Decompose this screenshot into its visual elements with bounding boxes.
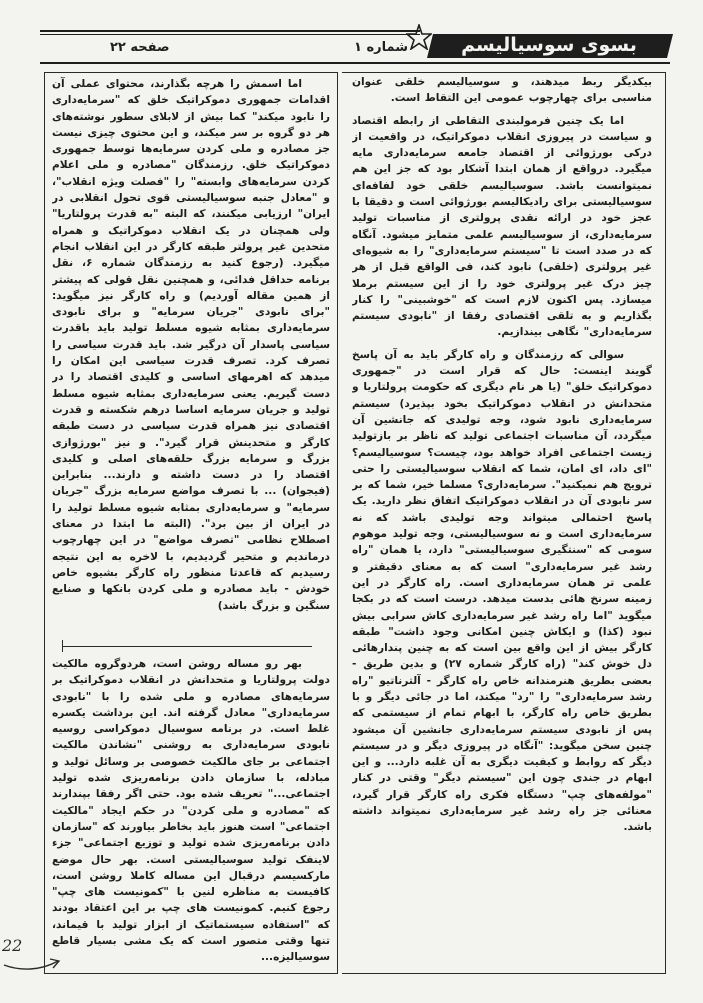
- arrow-icon: [2, 951, 62, 975]
- header-rule: [40, 30, 420, 32]
- logo-text: بسوی سوسیالیسم: [461, 34, 637, 56]
- issue-number: شماره ۱: [353, 40, 408, 55]
- paragraph: بیکدیگر ربط میدهند، و سوسیالیسم خلقی عنوان مناسبی برای چهارچوب عمومی این التقاط است.: [352, 76, 652, 105]
- page-number: صفحه ۲۲: [110, 40, 170, 55]
- handwritten-page-note: 22: [2, 936, 23, 955]
- header-bottom-rule: [40, 62, 670, 64]
- publication-logo: [415, 18, 670, 60]
- paragraph: بهر رو مساله روشن است، هردوگروه مالکیت دولت پرولتاریا و متحدانش در انقلاب دموکراتیک بر سرمایه‌های مصادره و ملی شده را با "نابودی سرمایه‌داری" معادل گرفته اند. این برداشت یکسره غلط است. در برنامه سوسیال دموکراسی روسیه نابودی سرمایه‌داری به روشنی "نشاندن مالکیت اجتماعی بر جای مالکیت خصوصی بر وسائل تولید و مبادله، با سازمان دادن برنامه‌ریزی شده تولید اجتماعی..." تعریف شده بود. حتی اگر رفقا بپندارند که "مصادره و ملی کردن" در حکم ایجاد "مالکیت اجتماعی" است هنوز باید بخاطر بیاورند که "سازمان دادن برنامه‌ریزی شده تولید و توزیع اجتماعی" جزء لاینفک تولید سوسیالیستی است. بهر حال موضع مارکسیسم درقبال این مساله کاملا روشن است، کافیست به مناظره لنین با "کمونیست های چپ" رجوع کنیم. کمونیست های چپ بر این اعتقاد بودند که "استفاده سیستماتیک از ابزار تولید با قیماند، تنها وقتی متصور است که یک مشی بسیار قاطع سوسیالیزه...: [52, 658, 330, 964]
- paragraph: اما یک چنین فرمولبندی التقاطی از رابطه اقتصاد و سیاست در پیروزی انقلاب دموکراتیک، در واقعیت از درکی بورژوائی از اقتصاد جامعه سرمایه‌داری مایه میگیرد. درواقع از همان ابتدا آشکار بود که جز این هم نمیتوانست باشد. سوسیالیسم خلقی خود لفافه‌ای سوسیالیستی برای رادیکالیسم بورژوائی است و دقیقا با عجز خود در ارائه نقدی پرولتری از مناسبات تولید سرمایه‌داری، از سوسیالیسم علمی متمایز میشود. آنگاه که در صدد است تا "سیستم سرمایه‌داری" را به شیوه‌ای غیر پرولتری (خلقی) نابود کند، فی الواقع قبل از هر چیز درک غیر پرولتری خود را از این سیستم برملا میسازد. پس اکنون لازم است که "خوشبینی" را کنار بگذاریم و به تلقی اقتصادی رفقا از "نابودی سیستم سرمایه‌داری" نگاهی بیندازیم.: [352, 114, 652, 339]
- section-divider-mark: [62, 640, 63, 652]
- paragraph: اما اسمش را هرچه بگذارند، محتوای عملی آن اقدامات جمهوری دموکراتیک خلق که "سرمایه‌داری را نابود میکند" کما بیش از لابلای سطور نوشته‌های هر دو گروه بر سر میکند، و این محتوی چیزی نیست جز مصادره و ملی کردن سرمایه‌ها توسط جمهوری دموکراتیک خلق. رزمندگان "مصادره و ملی اعلام کردن سرمایه‌های وابسته" را "فصلت ویژه انقلاب"، و "معادل جنبه سوسیالیستی قوی تحول انقلابی در ایران" ارزیابی میکنند، که البته "به قدرت پرولتاریا" ولی همچنان در یک انقلاب دموکراتیک و همراه متحدین غیر پرولتر طبقه کارگر در این انقلاب انجام میگیرد. (رجوع کنید به رزمندگان شماره ۶، نقل برنامه حداقل فدائی، و همچنین نقل قولی که پیشتر از همین مقاله آوردیم) و راه کارگر نیز میگوید: "برای نابودی "جریان سرمایه" و برای نابودی سرمایه‌داری بمثابه شیوه مسلط تولید باید باقدرت سیاسی پاسدار آن درگیر شد. باید قدرت سیاسی را تصرف کرد. تصرف قدرت سیاسی این امکان را میدهد که اهرمهای اساسی و کلیدی اقتصاد را در دست گیریم. یعنی سرمایه‌داری بمثابه شیوه مسلط تولید و جریان سرمایه اساسا درهم شکسته و قدرت اقتصادی نیز همراه قدرت سیاسی در دست طبقه کارگر و متحدینش قرار گیرد". و نیز "بورژوازی بزرگ و سرمایه بزرگ حلقه‌های اصلی و کلیدی اقتصاد را در دست داشته و دارند... بنابراین (فیجوان) ... با تصرف مواضع سرمایه بزرگ "جریان سرمایه" و سرمایه‌داری بمثابه شیوه مسلط تولید را در ایران از بین برد". (البته ما ابتدا در معنای اصطلاح نظامی "تصرف مواضع" در این چهارچوب درماندیم و متحیر گردیدیم، با لاخره به این نتیجه رسیدیم که قاعدتا منظور راه کارگر بشیوه خاص خودش - باید مصادره و ملی کردن بانکها و صنایع سنگین و بزرگ باشد): [52, 78, 330, 612]
- star-icon: [406, 24, 432, 50]
- masthead: [40, 10, 670, 68]
- header-rule-thin: [40, 34, 420, 35]
- right-column-text: [352, 74, 652, 969]
- left-column-bottom-text: [52, 656, 330, 968]
- paragraph: سوالی که رزمندگان و راه کارگر باید به آن پاسخ گویند اینست: حال که قرار است در "جمهوری دموکراتیک خلق" (یا هر نام دیگری که حکومت پرولتاریا و متحدانش در انقلاب دموکراتیک بخود بپذیرد) سیستم سرمایه‌داری نابود شود، وجه تولیدی که جانشین آن میگردد، آن مناسبات اجتماعی تولید که ناظر بر بازتولید زیست اجتماعی افراد خواهد بود، چیست؟ سوسیالیسم؟ "ای داد، ای امان، شما که انقلاب سوسیالیستی را حتی ترویج هم نمیکنید". سرمایه‌داری؟ مسلما خیر، شما که بر سر نابودی آن در انقلاب دموکراتیک اتفاق نظر دارید. یک پاسخ احتمالی میتواند وجه تولیدی باشد که نه سرمایه‌داری است و نه سوسیالیستی، وجه تولید موهوم سومی که "سنتگیری سوسیالیستی" دارد، یا همان "راه رشد غیر سرمایه‌داری" است که به معنای دقیقتر و علمی تر همان سرمایه‌داری است. راه کارگر در این زمینه سرنخ هائی بدست میدهد. درست است که در بکجا میگوید "اما راه رشد غیر سرمایه‌داری کاش سرابی بیش نبود (کذا) و ایکاش چنین امکانی وجود داشت" طبقه کارگر بیش از این واقع بین است که به چنین پندارهائی دل خوش کند" (راه کارگر شماره ۲۷) و بدین طریق - بعضی بطریق هنرمندانه خاص راه کارگر - آلترناتیو "راه رشد سرمایه‌داری" را "رد" میکند، اما در جائی دیگر و با بطریق خاص راه کارگر، با ابهام تمام از سیستمی که پس از نابودی سیستم سرمایه‌داری جانشین آن میشود چنین سخن میگوید: "آنگاه در پیروزی دیگر و در سیستم دیگر که روابط و کیفیت دیگری به آن غلبه دارد... و این ابهام در جندی چون این "سیستم دیگر" وقتی در کنار "مولفه‌های چپ" دستگاه فکری راه کارگر قرار گیرد، معنائی جز راه رشد غیر سرمایه‌داری نمیتواند داشته باشد.: [352, 348, 652, 834]
- left-column-top-text: [52, 76, 330, 636]
- section-divider: [62, 646, 312, 647]
